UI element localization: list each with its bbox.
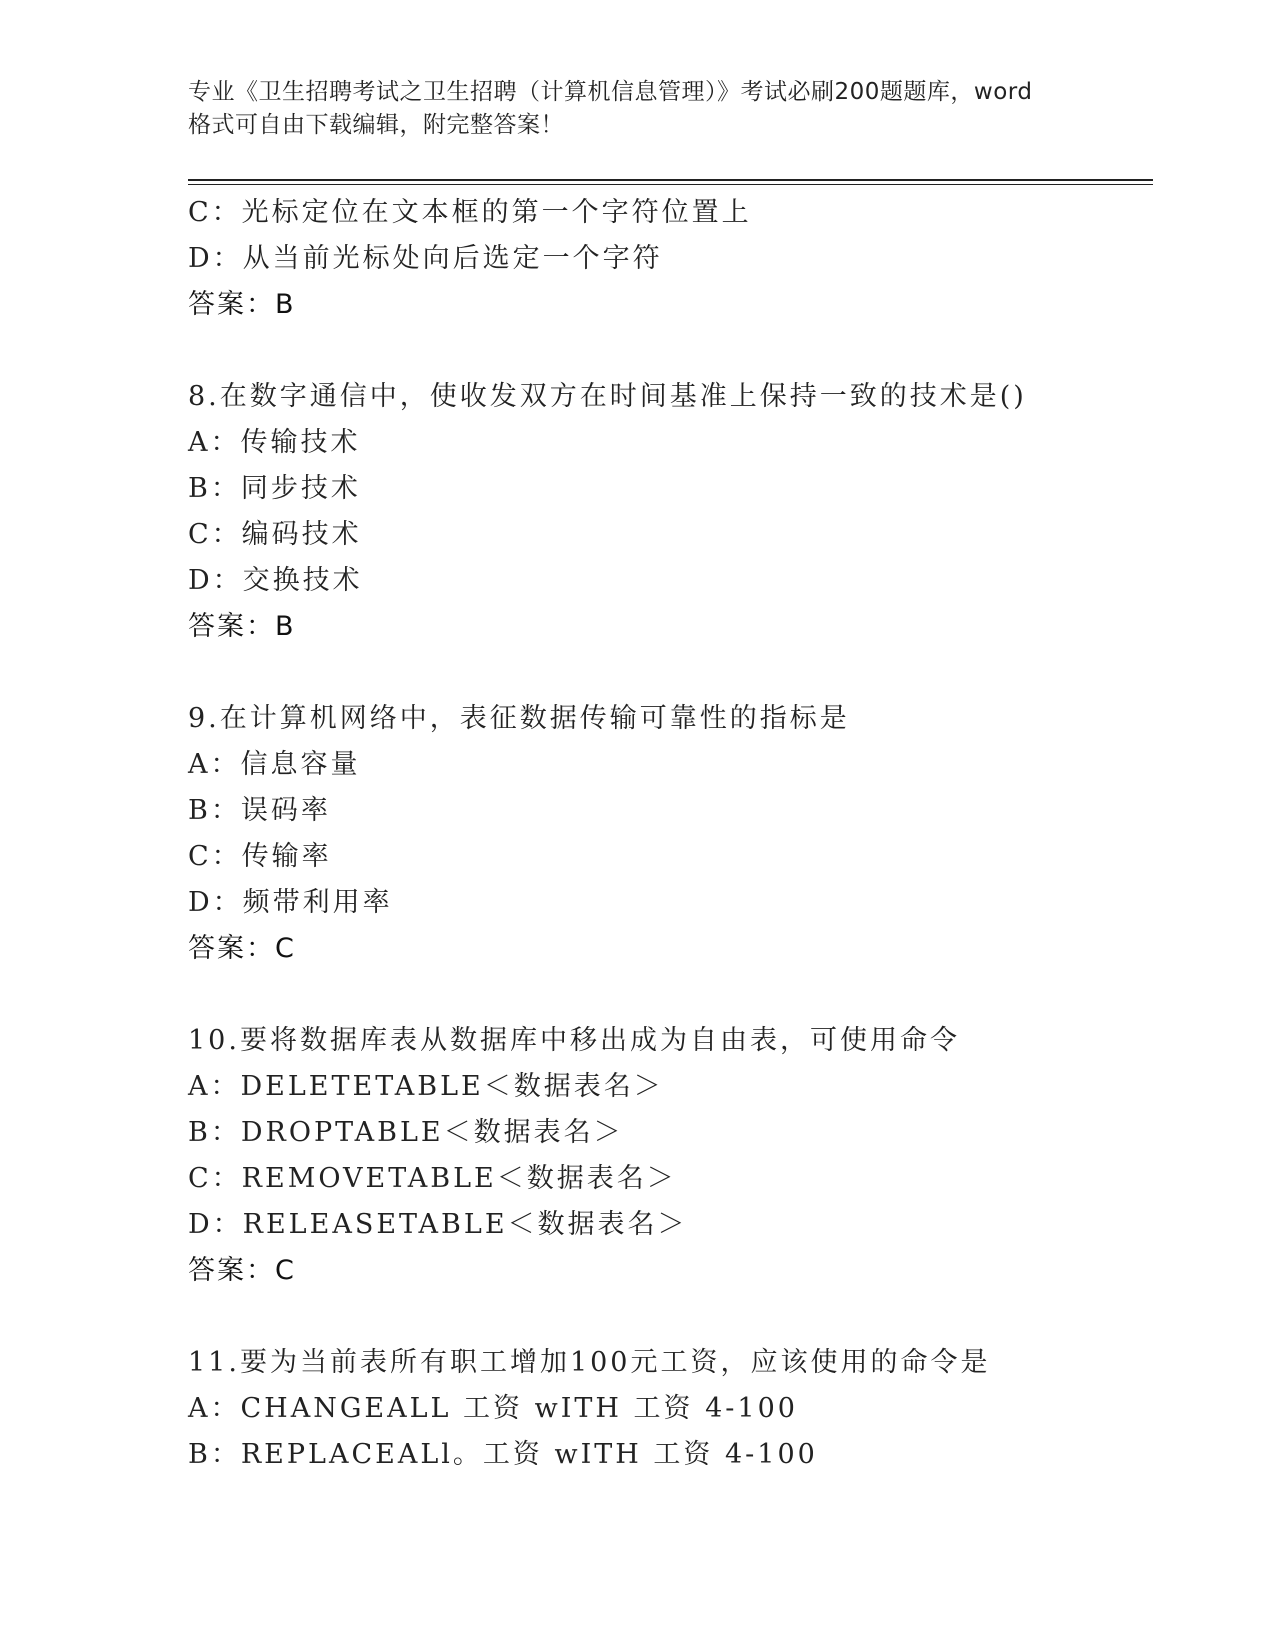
option-a: A：信息容量 xyxy=(188,749,361,780)
option-b: B：同步技术 xyxy=(188,473,361,504)
question-list xyxy=(188,190,1148,1478)
question-stem: 11.要为当前表所有职工增加100元工资，应该使用的命令是 xyxy=(188,1347,991,1378)
option-b: B：误码率 xyxy=(188,795,331,826)
option-d: D：从当前光标处向后选定一个字符 xyxy=(188,243,663,274)
question-7-continued xyxy=(188,190,1148,328)
question-9 xyxy=(188,696,1148,972)
spacer xyxy=(188,1294,1148,1340)
document-header xyxy=(188,76,1088,142)
option-d: D：RELEASETABLE＜数据表名＞ xyxy=(188,1209,688,1240)
answer-label: 答案：C xyxy=(188,1255,296,1286)
option-d: D：频带利用率 xyxy=(188,887,393,918)
option-a: A：传输技术 xyxy=(188,427,361,458)
question-stem: 9.在计算机网络中，表征数据传输可靠性的指标是 xyxy=(188,703,850,734)
answer-label: 答案：C xyxy=(188,933,296,964)
option-b: B：DROPTABLE＜数据表名＞ xyxy=(188,1117,624,1148)
question-stem: 8.在数字通信中，使收发双方在时间基准上保持一致的技术是() xyxy=(188,381,1027,412)
option-c: C：编码技术 xyxy=(188,519,362,550)
spacer xyxy=(188,328,1148,374)
option-b: B：REPLACEALl。工资 wITH 工资 4-100 xyxy=(188,1439,818,1470)
answer-label: 答案：B xyxy=(188,611,296,642)
spacer xyxy=(188,972,1148,1018)
option-a: A：CHANGEALL 工资 wITH 工资 4-100 xyxy=(188,1393,798,1424)
question-10 xyxy=(188,1018,1148,1294)
option-c: C：REMOVETABLE＜数据表名＞ xyxy=(188,1163,677,1194)
header-rule-thick xyxy=(188,179,1153,181)
option-a: A：DELETETABLE＜数据表名＞ xyxy=(188,1071,664,1102)
question-8 xyxy=(188,374,1148,650)
spacer xyxy=(188,650,1148,696)
option-c: C：光标定位在文本框的第一个字符位置上 xyxy=(188,197,752,228)
answer-label: 答案：B xyxy=(188,289,296,320)
header-line-1: 专业《卫生招聘考试之卫生招聘（计算机信息管理）》考试必刷200题题库，word xyxy=(188,79,1033,105)
header-line-2: 格式可自由下载编辑，附完整答案！ xyxy=(188,112,564,138)
header-rule-thin xyxy=(188,184,1153,185)
question-11 xyxy=(188,1340,1148,1478)
option-c: C：传输率 xyxy=(188,841,332,872)
option-d: D：交换技术 xyxy=(188,565,363,596)
question-stem: 10.要将数据库表从数据库中移出成为自由表，可使用命令 xyxy=(188,1025,960,1056)
